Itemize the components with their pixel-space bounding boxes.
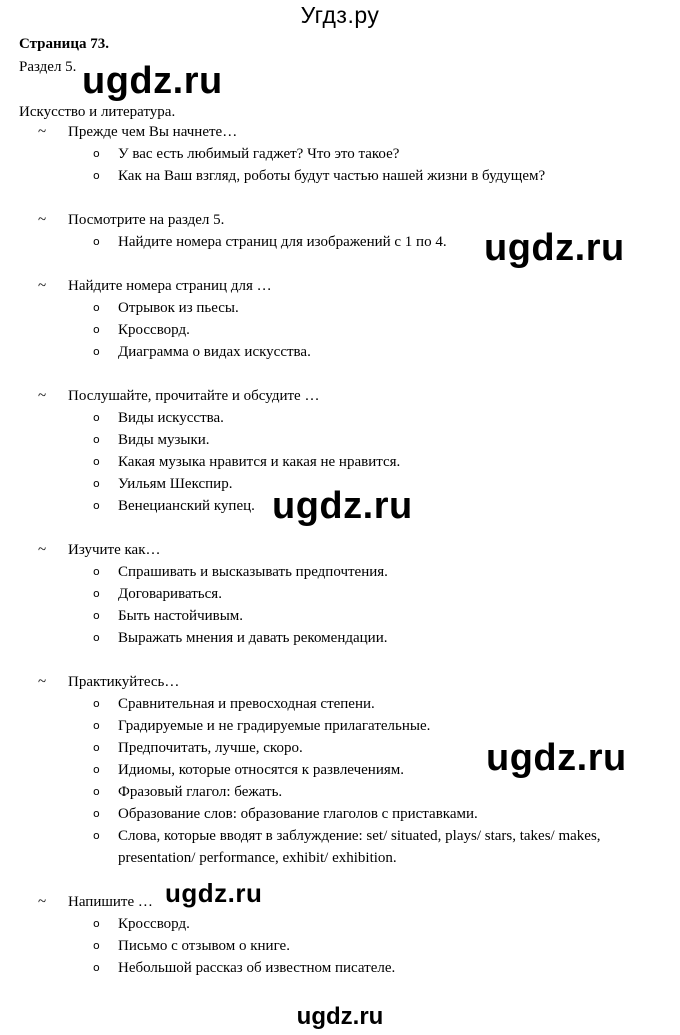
list-item (0, 913, 680, 935)
tilde-bullet-icon: ~ (38, 212, 47, 228)
group-heading (0, 275, 680, 297)
circle-bullet-icon: o (93, 961, 100, 974)
list-item-text: Идиомы, которые относятся к развлечениям. (118, 762, 404, 778)
list-item (0, 781, 680, 803)
circle-bullet-icon: o (93, 433, 100, 446)
group-heading-text: Найдите номера страниц для … (68, 278, 272, 294)
circle-bullet-icon: o (93, 147, 100, 160)
circle-bullet-icon: o (93, 807, 100, 820)
list-item (0, 957, 680, 979)
list-item (0, 627, 680, 649)
circle-bullet-icon: o (93, 785, 100, 798)
circle-bullet-icon: o (93, 697, 100, 710)
list-item (0, 803, 680, 825)
circle-bullet-icon: o (93, 411, 100, 424)
outline-group (0, 891, 680, 979)
circle-bullet-icon: o (93, 477, 100, 490)
group-heading-text: Прежде чем Вы начнете… (68, 124, 238, 140)
watermark: ugdz.ru (484, 227, 625, 269)
circle-bullet-icon: o (93, 235, 100, 248)
group-heading-text: Посмотрите на раздел 5. (68, 212, 225, 228)
list-item-text: Как на Ваш взгляд, роботы будут частью нашей жизни в будущем? (118, 168, 546, 184)
site-title: Угдз.ру (300, 2, 380, 28)
circle-bullet-icon: o (93, 939, 100, 952)
list-item-text: Кроссворд. (118, 916, 190, 932)
list-item (0, 341, 680, 363)
list-item-text: Спрашивать и высказывать предпочтения. (118, 564, 388, 580)
group-heading (0, 539, 680, 561)
tilde-bullet-icon: ~ (38, 894, 47, 910)
list-item-text: Выражать мнения и давать рекомендации. (118, 630, 388, 646)
circle-bullet-icon: o (93, 719, 100, 732)
watermark: ugdz.ru (82, 60, 223, 102)
outline-group (0, 539, 680, 649)
list-item-text: Найдите номера страниц для изображений с 1 по 4. (118, 234, 447, 250)
circle-bullet-icon: o (93, 169, 100, 182)
list-item (0, 561, 680, 583)
group-heading-text: Напишите … (68, 894, 153, 910)
group-heading-text: Послушайте, прочитайте и обсудите … (68, 388, 320, 404)
list-item (0, 319, 680, 341)
list-item-text: Быть настойчивым. (118, 608, 244, 624)
tilde-bullet-icon: ~ (38, 124, 47, 140)
list-item-text: Образование слов: образование глаголов с приставками. (118, 806, 478, 822)
list-item (0, 165, 680, 187)
list-item (0, 297, 680, 319)
tilde-bullet-icon: ~ (38, 674, 47, 690)
tilde-bullet-icon: ~ (38, 388, 47, 404)
circle-bullet-icon: o (93, 455, 100, 468)
list-item-text: Слова, которые вводят в заблуждение: set/ situated, plays/ stars, takes/ makes, presentation/ performance, exhibit/ exhibition. (118, 828, 601, 866)
circle-bullet-icon: o (93, 323, 100, 336)
list-item-text: Отрывок из пьесы. (118, 300, 239, 316)
list-item (0, 451, 680, 473)
circle-bullet-icon: o (93, 829, 100, 842)
list-item (0, 715, 680, 737)
group-heading-text: Изучите как… (68, 542, 161, 558)
list-item-text: Предпочитать, лучше, скоро. (118, 740, 303, 756)
list-item-text: Сравнительная и превосходная степени. (118, 696, 375, 712)
circle-bullet-icon: o (93, 631, 100, 644)
circle-bullet-icon: o (93, 301, 100, 314)
group-heading (0, 671, 680, 693)
list-item-text: Какая музыка нравится и какая не нравится. (118, 454, 401, 470)
list-item-text: Письмо с отзывом о книге. (118, 938, 290, 954)
circle-bullet-icon: o (93, 609, 100, 622)
list-item (0, 605, 680, 627)
list-item-text: Венецианский купец. (118, 498, 255, 514)
list-item-text: Диаграмма о видах искусства. (118, 344, 311, 360)
list-item-text: Виды искусства. (118, 410, 224, 426)
circle-bullet-icon: o (93, 763, 100, 776)
tilde-bullet-icon: ~ (38, 278, 47, 294)
page-heading: Страница 73. (19, 36, 109, 52)
group-heading (0, 891, 680, 913)
list-item-text: Небольшой рассказ об известном писателе. (118, 960, 396, 976)
topic-title: Искусство и литература. (19, 104, 176, 120)
list-item (0, 583, 680, 605)
watermark: ugdz.ru (272, 485, 413, 527)
list-item (0, 825, 680, 869)
list-item (0, 935, 680, 957)
list-item (0, 143, 680, 165)
circle-bullet-icon: o (93, 917, 100, 930)
list-item (0, 693, 680, 715)
outline-group (0, 121, 680, 187)
circle-bullet-icon: o (93, 345, 100, 358)
list-item (0, 407, 680, 429)
list-item-text: У вас есть любимый гаджет? Что это такое? (118, 146, 400, 162)
footer-watermark: ugdz.ru (296, 1003, 384, 1030)
outline-group (0, 275, 680, 363)
watermark: ugdz.ru (486, 737, 627, 779)
section-label: Раздел 5. (19, 59, 77, 75)
list-item-text: Фразовый глагол: бежать. (118, 784, 283, 800)
circle-bullet-icon: o (93, 741, 100, 754)
list-item-text: Кроссворд. (118, 322, 190, 338)
circle-bullet-icon: o (93, 587, 100, 600)
tilde-bullet-icon: ~ (38, 542, 47, 558)
circle-bullet-icon: o (93, 565, 100, 578)
watermark: ugdz.ru (165, 878, 263, 908)
list-item-text: Уильям Шекспир. (118, 476, 233, 492)
list-item (0, 429, 680, 451)
group-heading (0, 121, 680, 143)
group-heading-text: Практикуйтесь… (68, 674, 180, 690)
list-item-text: Градируемые и не градируемые прилагательные. (118, 718, 431, 734)
list-item-text: Договариваться. (118, 586, 222, 602)
list-item-text: Виды музыки. (118, 432, 210, 448)
group-heading (0, 385, 680, 407)
circle-bullet-icon: o (93, 499, 100, 512)
